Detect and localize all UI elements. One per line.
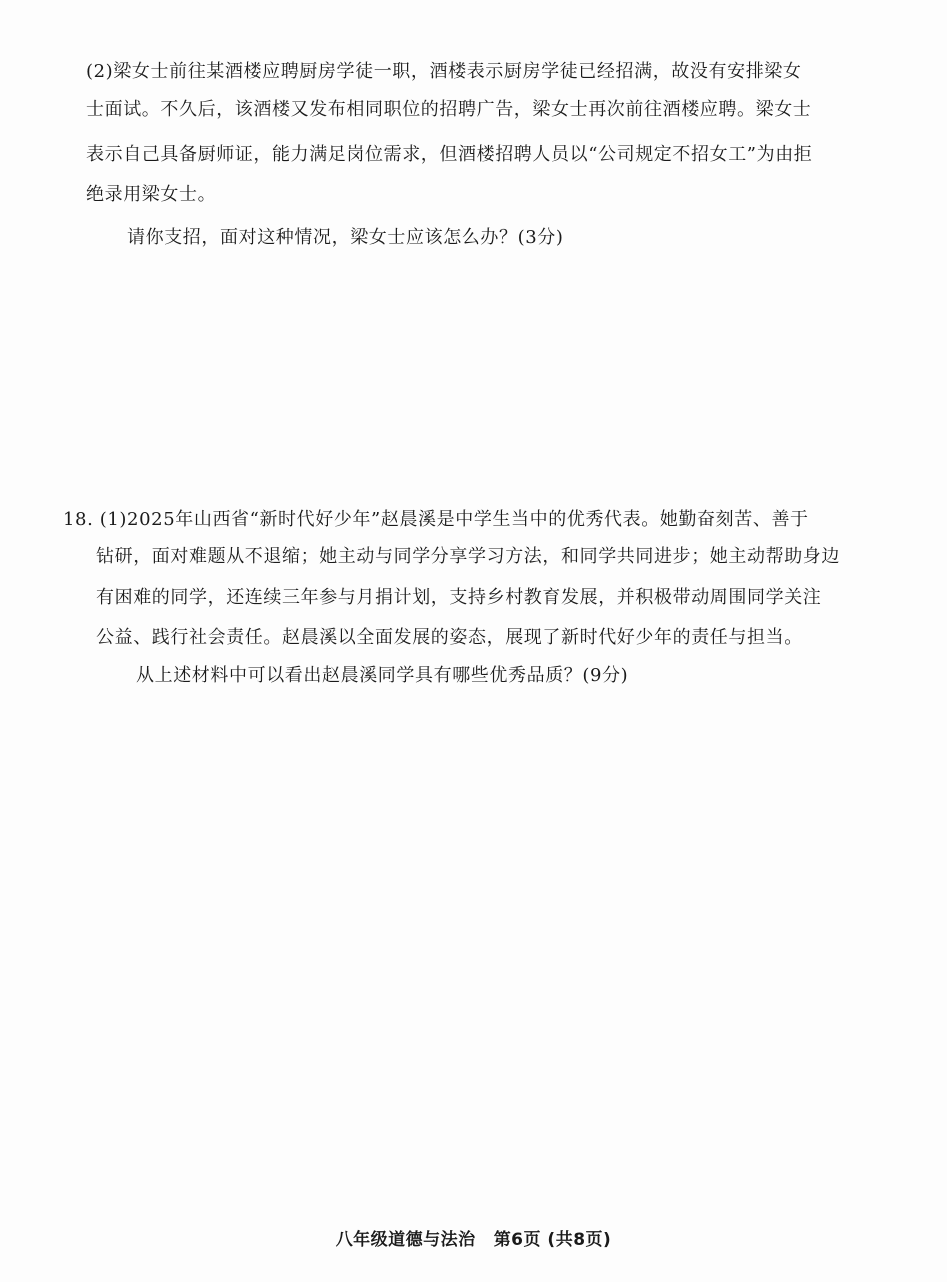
q18-part1-prompt: 从上述材料中可以看出赵晨溪同学具有哪些优秀品质？(9分) <box>136 665 629 686</box>
q18-part1-text-line-1: 18. (1)2025年山西省“新时代好少年”赵晨溪是中学生当中的优秀代表。她勤奋刻苦、善于 <box>63 509 809 530</box>
q17-part2-text-line-2: 士面试。不久后，该酒楼又发布相同职位的招聘广告，梁女士再次前往酒楼应聘。梁女士 <box>86 99 812 120</box>
q18-part1-text-line-3: 有困难的同学，还连续三年参与月捐计划，支持乡村教育发展，并积极带动周围同学关注 <box>96 587 822 608</box>
q18-part1-answer-area[interactable] <box>86 705 846 1205</box>
footer-page-info: 第6页 (共8页) <box>493 1230 612 1250</box>
q17-part2-text-line-1: (2)梁女士前往某酒楼应聘厨房学徒一职，酒楼表示厨房学徒已经招满，故没有安排梁女 <box>86 61 802 82</box>
q17-part2-answer-area[interactable] <box>86 265 846 490</box>
q17-part2-text-line-4: 绝录用梁女士。 <box>86 184 217 205</box>
q18-part1-text-line-4: 公益、践行社会责任。赵晨溪以全面发展的姿态，展现了新时代好少年的责任与担当。 <box>96 627 803 648</box>
q18-part1-text-line-2: 钻研，面对难题从不退缩；她主动与同学分享学习方法，和同学共同进步；她主动帮助身边 <box>96 546 840 567</box>
page-footer <box>0 1225 947 1250</box>
footer-subject: 八年级道德与法治 <box>335 1230 476 1250</box>
q17-part2-prompt: 请你支招，面对这种情况，梁女士应该怎么办？(3分) <box>127 227 564 248</box>
q17-part2-text-line-3: 表示自己具备厨师证，能力满足岗位需求，但酒楼招聘人员以“公司规定不招女工”为由拒 <box>86 144 813 165</box>
